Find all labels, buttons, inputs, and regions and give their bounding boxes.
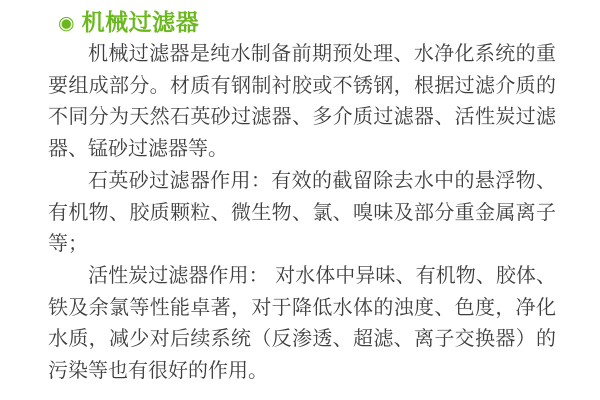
- body-paragraph-quartz-sand-filter: 石英砂过滤器作用：有效的截留除去水中的悬浮物、有机物、胶质颗粒、微生物、氯、嗅味及部分重金属离子等；: [48, 167, 556, 256]
- section-heading: [58, 5, 556, 38]
- section-title: 机械过滤器: [81, 10, 200, 36]
- body-text-block: [48, 38, 556, 387]
- body-paragraph-intro: 机械过滤器是纯水制备前期预处理、水净化系统的重要组成部分。材质有钢制衬胶或不锈钢，根据过滤介质的不同分为天然石英砂过滤器、多介质过滤器、活性炭过滤器、锰砂过滤器等。: [48, 41, 556, 161]
- bullseye-icon: ◉: [58, 12, 75, 34]
- body-paragraph-activated-carbon-filter: 活性炭过滤器作用： 对水体中异味、有机物、胶体、铁及余氯等性能卓著，对于降低水体的浊度、色度，净化水质，减少对后续系统（反渗透、超滤、离子交换器）的污染等也有很好的作用。: [48, 262, 556, 383]
